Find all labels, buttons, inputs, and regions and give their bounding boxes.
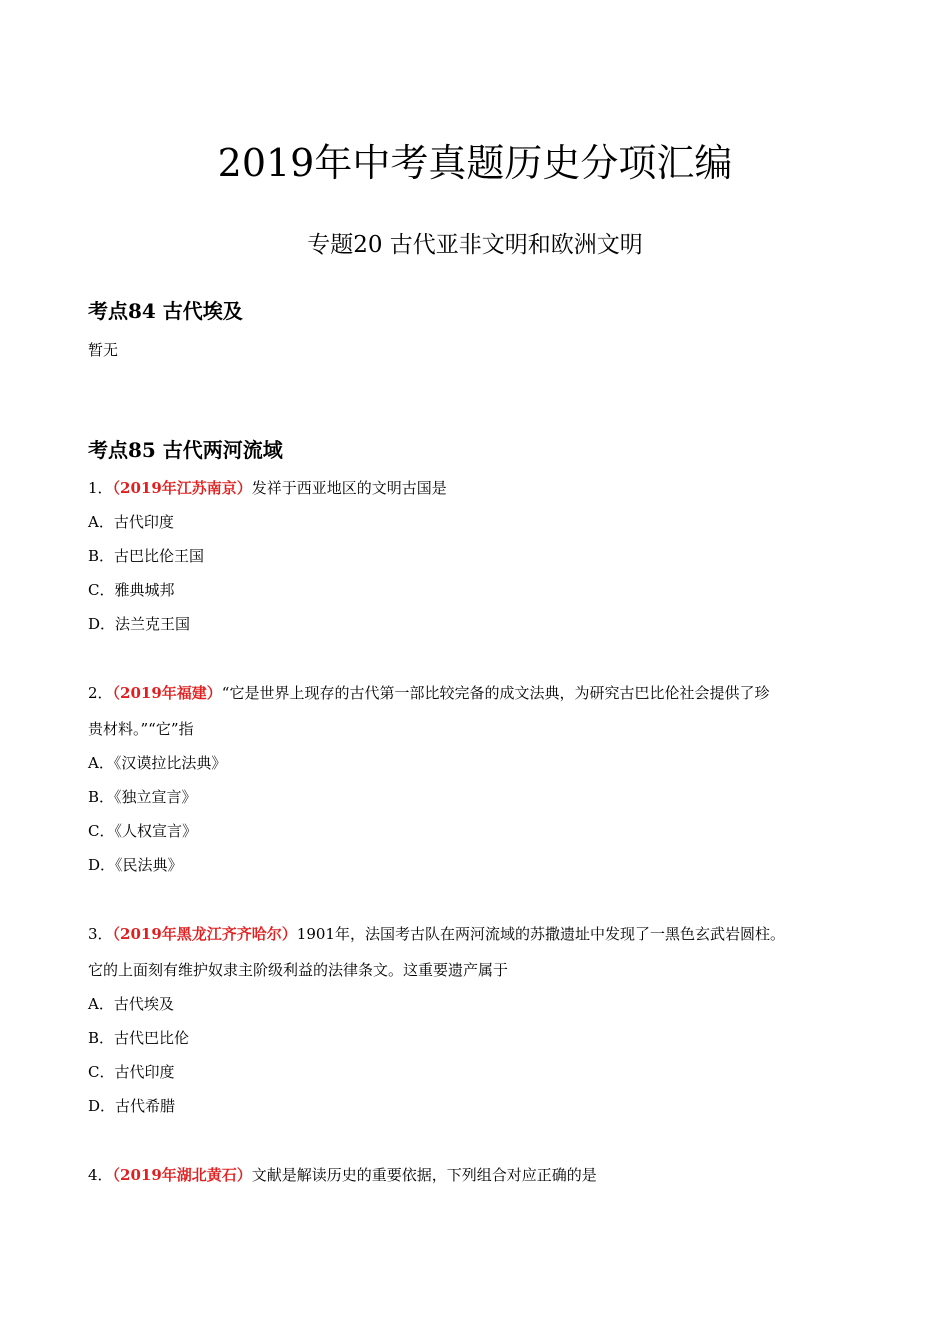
question-number: 4． [88, 1166, 113, 1184]
question-text: 发祥于西亚地区的文明古国是 [251, 479, 447, 497]
section-note: 暂无 [88, 341, 119, 359]
option-a: A．古代埃及 [88, 995, 174, 1013]
question-1-stem [88, 477, 447, 499]
question-number: 2． [88, 684, 113, 702]
question-source: （2019年江苏南京） [112, 479, 252, 497]
document-subtitle: 专题20 古代亚非文明和欧洲文明 [307, 232, 643, 258]
question-4-stem [88, 1164, 597, 1186]
question-3-stem [88, 923, 785, 945]
section-heading-84: 考点84 古代埃及 [88, 299, 243, 323]
option-d: D．法兰克王国 [88, 615, 191, 633]
question-text: 文献是解读历史的重要依据，下列组合对应正确的是 [251, 1166, 597, 1184]
section-heading-85: 考点85 古代两河流域 [88, 438, 283, 462]
option-b: B．古代巴比伦 [88, 1029, 190, 1047]
question-text: “它是世界上现存的古代第一部比较完备的成文法典，为研究古巴比伦社会提供了珍 [221, 684, 770, 702]
document-title: 2019年中考真题历史分项汇编 [217, 141, 733, 185]
question-source: （2019年福建） [112, 684, 222, 702]
question-2-stem [88, 682, 769, 704]
question-source: （2019年湖北黄石） [112, 1166, 252, 1184]
option-c: C．古代印度 [88, 1063, 175, 1081]
option-d: D．古代希腊 [88, 1097, 176, 1115]
question-number: 1． [88, 479, 113, 497]
question-number: 3． [88, 925, 113, 943]
option-c: C．《人权宣言》 [88, 822, 197, 840]
option-a: A．《汉谟拉比法典》 [88, 754, 227, 772]
question-text: 1901年，法国考古队在两河流域的苏撒遗址中发现了一黑色玄武岩圆柱。 [296, 925, 785, 943]
option-d: D．《民法典》 [88, 856, 183, 874]
option-b: B．古巴比伦王国 [88, 547, 205, 565]
option-b: B．《独立宣言》 [88, 788, 197, 806]
option-c: C．雅典城邦 [88, 581, 175, 599]
question-3-stem-cont: 它的上面刻有维护奴隶主阶级利益的法律条文。这重要遗产属于 [88, 961, 509, 979]
option-a: A．古代印度 [88, 513, 174, 531]
question-2-stem-cont: 贵材料。”“它”指 [88, 720, 194, 738]
question-source: （2019年黑龙江齐齐哈尔） [112, 925, 297, 943]
